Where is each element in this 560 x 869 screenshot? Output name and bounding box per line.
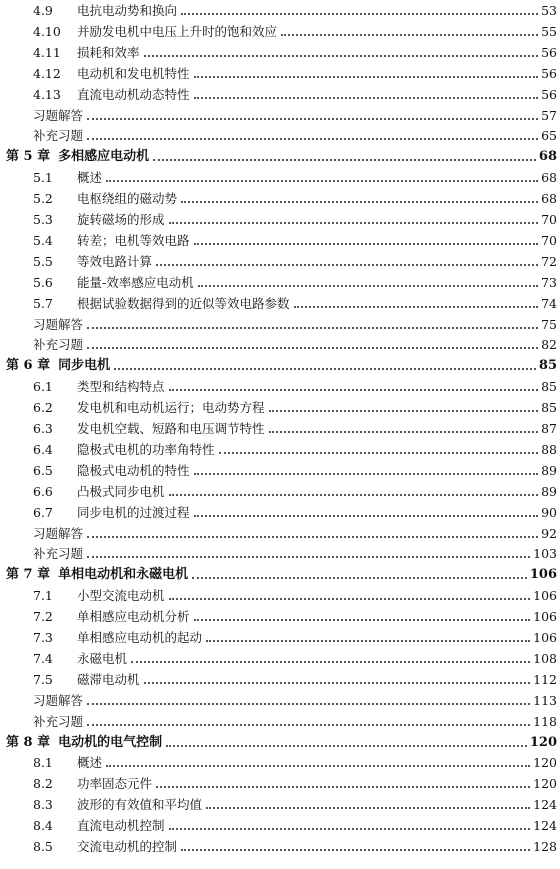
dot-leader xyxy=(166,745,527,747)
page-number: 75 xyxy=(541,316,557,332)
entry-title: 功率固态元件 xyxy=(77,776,153,792)
toc-section-entry xyxy=(0,436,560,458)
toc-item-entry xyxy=(0,540,560,562)
entry-title: 习题解答 xyxy=(33,316,84,332)
entry-title: 电枢绕组的磁动势 xyxy=(77,191,178,207)
toc-section-entry xyxy=(0,206,560,228)
toc-chapter-entry xyxy=(0,352,560,374)
dot-leader xyxy=(194,76,539,78)
toc-section-entry xyxy=(0,227,560,249)
dot-leader xyxy=(206,807,530,809)
dot-leader xyxy=(181,13,538,15)
page-number: 73 xyxy=(541,274,557,290)
page-number: 56 xyxy=(541,65,557,81)
dot-leader xyxy=(194,243,539,245)
entry-title: 单相感应电动机分析 xyxy=(77,609,190,625)
toc-section-entry xyxy=(0,394,560,416)
entry-title: 能量-效率感应电动机 xyxy=(77,274,194,290)
dot-leader xyxy=(194,473,539,475)
dot-leader xyxy=(194,515,539,517)
toc-chapter-entry xyxy=(0,729,560,751)
page-number: 124 xyxy=(533,797,557,813)
section-number: 8.4 xyxy=(33,818,53,834)
section-number: 4.10 xyxy=(33,23,61,39)
entry-title: 补充习题 xyxy=(33,546,84,562)
page-number: 90 xyxy=(541,504,557,520)
entry-title: 发电机和电动机运行；电动势方程 xyxy=(77,400,265,416)
dot-leader xyxy=(87,703,530,705)
chapter-number: 第 6 章 xyxy=(6,358,51,374)
entry-title: 转差；电机等效电路 xyxy=(77,232,190,248)
section-number: 5.1 xyxy=(33,170,53,186)
page-number: 120 xyxy=(533,776,557,792)
page-number: 92 xyxy=(541,525,557,541)
entry-title: 补充习题 xyxy=(33,337,84,353)
page-number: 106 xyxy=(533,588,557,604)
dot-leader xyxy=(181,849,530,851)
entry-title: 习题解答 xyxy=(33,107,84,123)
toc-item-entry xyxy=(0,708,560,730)
dot-leader xyxy=(87,347,538,349)
section-number: 6.4 xyxy=(33,441,53,457)
page-number: 118 xyxy=(533,713,557,729)
toc-section-entry xyxy=(0,582,560,604)
entry-title: 概述 xyxy=(77,755,103,771)
section-number: 4.11 xyxy=(33,44,61,60)
dot-leader xyxy=(269,431,539,433)
page-number: 106 xyxy=(529,567,557,583)
dot-leader xyxy=(144,682,531,684)
dot-leader xyxy=(87,138,538,140)
page-number: 87 xyxy=(541,421,557,436)
entry-title: 习题解答 xyxy=(33,692,84,708)
dot-leader xyxy=(192,577,527,579)
page-number: 56 xyxy=(541,86,557,102)
dot-leader xyxy=(144,55,539,57)
page-number: 120 xyxy=(533,755,557,771)
page-number: 57 xyxy=(541,107,557,123)
section-number: 5.3 xyxy=(33,212,53,227)
chapter-number: 第 7 章 xyxy=(6,567,51,583)
toc-item-entry xyxy=(0,331,560,353)
section-number: 5.2 xyxy=(33,191,53,207)
toc-section-entry xyxy=(0,833,560,855)
dot-leader xyxy=(169,222,539,224)
dot-leader xyxy=(156,786,530,788)
chapter-number: 第 8 章 xyxy=(6,734,51,750)
toc-section-entry xyxy=(0,812,560,834)
toc-section-entry xyxy=(0,164,560,186)
page-number: 55 xyxy=(541,23,557,39)
toc-item-entry xyxy=(0,311,560,333)
page-number: 53 xyxy=(541,3,557,18)
entry-title: 单相感应电动机的起动 xyxy=(77,630,203,645)
dot-leader xyxy=(169,389,539,391)
entry-title: 凸极式同步电机 xyxy=(77,483,165,499)
page-number: 74 xyxy=(541,295,557,311)
page-number: 124 xyxy=(533,818,557,834)
toc-section-entry xyxy=(0,770,560,792)
section-number: 6.6 xyxy=(33,483,53,499)
toc-section-entry xyxy=(0,39,560,61)
entry-title: 波形的有效值和平均值 xyxy=(77,797,203,813)
entry-title: 直流电动机控制 xyxy=(77,818,165,834)
entry-title: 隐极式电动机的特性 xyxy=(77,462,190,478)
section-number: 7.2 xyxy=(33,609,53,625)
toc-section-entry xyxy=(0,603,560,625)
page-number: 68 xyxy=(541,170,557,186)
entry-title: 类型和结构特点 xyxy=(77,379,165,395)
dot-leader xyxy=(114,368,536,370)
entry-title: 补充习题 xyxy=(33,713,84,729)
entry-title: 习题解答 xyxy=(33,525,84,541)
section-number: 8.5 xyxy=(33,839,53,854)
dot-leader xyxy=(281,34,538,36)
page-number: 106 xyxy=(533,609,557,625)
dot-leader xyxy=(206,640,530,642)
entry-title: 同步电机 xyxy=(58,358,111,374)
toc-section-entry xyxy=(0,248,560,270)
page-number: 106 xyxy=(533,630,557,645)
toc-item-entry xyxy=(0,687,560,709)
section-number: 5.7 xyxy=(33,295,53,311)
entry-title: 电抗电动势和换向 xyxy=(77,3,178,18)
dot-leader xyxy=(198,285,538,287)
toc-section-entry xyxy=(0,415,560,437)
dot-leader xyxy=(181,201,538,203)
entry-title: 直流电动机动态特性 xyxy=(77,86,190,102)
toc-item-entry xyxy=(0,122,560,144)
dot-leader xyxy=(269,410,539,412)
entry-title: 电动机的电气控制 xyxy=(58,734,163,750)
page-number: 108 xyxy=(533,650,557,666)
entry-title: 永磁电机 xyxy=(77,650,128,666)
page-number: 82 xyxy=(541,337,557,353)
entry-title: 同步电机的过渡过程 xyxy=(77,504,190,520)
page-number: 68 xyxy=(541,191,557,207)
toc-section-entry xyxy=(0,290,560,312)
toc-section-entry xyxy=(0,624,560,646)
section-number: 5.4 xyxy=(33,232,53,248)
dot-leader xyxy=(169,494,539,496)
toc-section-entry xyxy=(0,457,560,479)
section-number: 8.2 xyxy=(33,776,53,792)
toc-section-entry xyxy=(0,749,560,771)
page-number: 85 xyxy=(538,358,557,374)
toc-item-entry xyxy=(0,520,560,542)
section-number: 7.1 xyxy=(33,588,53,604)
page-number: 56 xyxy=(541,44,557,60)
chapter-number: 第 5 章 xyxy=(6,149,51,165)
page-number: 128 xyxy=(533,839,557,854)
dot-leader xyxy=(194,97,539,99)
dot-leader xyxy=(131,661,530,663)
dot-leader xyxy=(106,765,530,767)
entry-title: 概述 xyxy=(77,170,103,186)
page-number: 72 xyxy=(541,253,557,269)
toc-section-entry xyxy=(0,81,560,103)
dot-leader xyxy=(106,180,538,182)
entry-title: 等效电路计算 xyxy=(77,253,153,269)
entry-title: 电动机和发电机特性 xyxy=(77,65,190,81)
dot-leader xyxy=(153,159,536,161)
page-number: 112 xyxy=(533,671,557,687)
dot-leader xyxy=(87,724,530,726)
section-number: 6.1 xyxy=(33,379,53,395)
section-number: 7.5 xyxy=(33,671,53,687)
toc-section-entry xyxy=(0,666,560,688)
page-number: 85 xyxy=(541,379,557,395)
section-number: 6.2 xyxy=(33,400,53,416)
page-number: 89 xyxy=(541,483,557,499)
page-number: 120 xyxy=(529,734,557,750)
dot-leader xyxy=(87,536,538,538)
dot-leader xyxy=(294,306,539,308)
section-number: 7.4 xyxy=(33,650,53,666)
section-number: 4.12 xyxy=(33,65,61,81)
section-number: 8.3 xyxy=(33,797,53,813)
page-number: 70 xyxy=(541,212,557,227)
section-number: 7.3 xyxy=(33,630,53,645)
entry-title: 多相感应电动机 xyxy=(58,149,150,165)
page-number: 113 xyxy=(533,692,557,708)
section-number: 6.3 xyxy=(33,421,53,436)
dot-leader xyxy=(87,556,530,558)
entry-title: 小型交流电动机 xyxy=(77,588,165,604)
page-number: 70 xyxy=(541,232,557,248)
toc-item-entry xyxy=(0,102,560,124)
section-number: 6.7 xyxy=(33,504,53,520)
section-number: 8.1 xyxy=(33,755,53,771)
dot-leader xyxy=(156,264,538,266)
toc-section-entry xyxy=(0,478,560,500)
page-number: 85 xyxy=(541,400,557,416)
toc-chapter-entry xyxy=(0,143,560,165)
dot-leader xyxy=(169,828,531,830)
entry-title: 并励发电机中电压上升时的饱和效应 xyxy=(77,23,278,39)
toc-section-entry xyxy=(0,18,560,40)
section-number: 4.13 xyxy=(33,86,61,102)
toc-chapter-entry xyxy=(0,561,560,583)
entry-title: 交流电动机的控制 xyxy=(77,839,178,854)
dot-leader xyxy=(87,118,538,120)
page-number: 65 xyxy=(541,128,557,144)
toc-section-entry xyxy=(0,791,560,813)
entry-title: 补充习题 xyxy=(33,128,84,144)
dot-leader xyxy=(219,452,539,454)
entry-title: 磁滞电动机 xyxy=(77,671,140,687)
section-number: 5.5 xyxy=(33,253,53,269)
entry-title: 单相电动机和永磁电机 xyxy=(58,567,189,583)
dot-leader xyxy=(194,619,531,621)
section-number: 6.5 xyxy=(33,462,53,478)
entry-title: 损耗和效率 xyxy=(77,44,140,60)
entry-title: 旋转磁场的形成 xyxy=(77,212,165,227)
toc-section-entry xyxy=(0,269,560,291)
entry-title: 根据试验数据得到的近似等效电路参数 xyxy=(77,295,290,311)
toc-section-entry xyxy=(0,0,560,19)
toc-section-entry xyxy=(0,645,560,667)
section-number: 5.6 xyxy=(33,274,53,290)
toc-section-entry xyxy=(0,499,560,521)
page-number: 103 xyxy=(533,546,557,562)
dot-leader xyxy=(87,327,538,329)
entry-title: 隐极式电机的功率角特性 xyxy=(77,441,215,457)
dot-leader xyxy=(169,598,531,600)
page-number: 88 xyxy=(541,441,557,457)
page-number: 68 xyxy=(538,149,557,165)
toc-section-entry xyxy=(0,60,560,82)
section-number: 4.9 xyxy=(33,3,53,18)
entry-title: 发电机空载、短路和电压调节特性 xyxy=(77,421,265,436)
toc-section-entry xyxy=(0,185,560,207)
toc-section-entry xyxy=(0,373,560,395)
page-number: 89 xyxy=(541,462,557,478)
